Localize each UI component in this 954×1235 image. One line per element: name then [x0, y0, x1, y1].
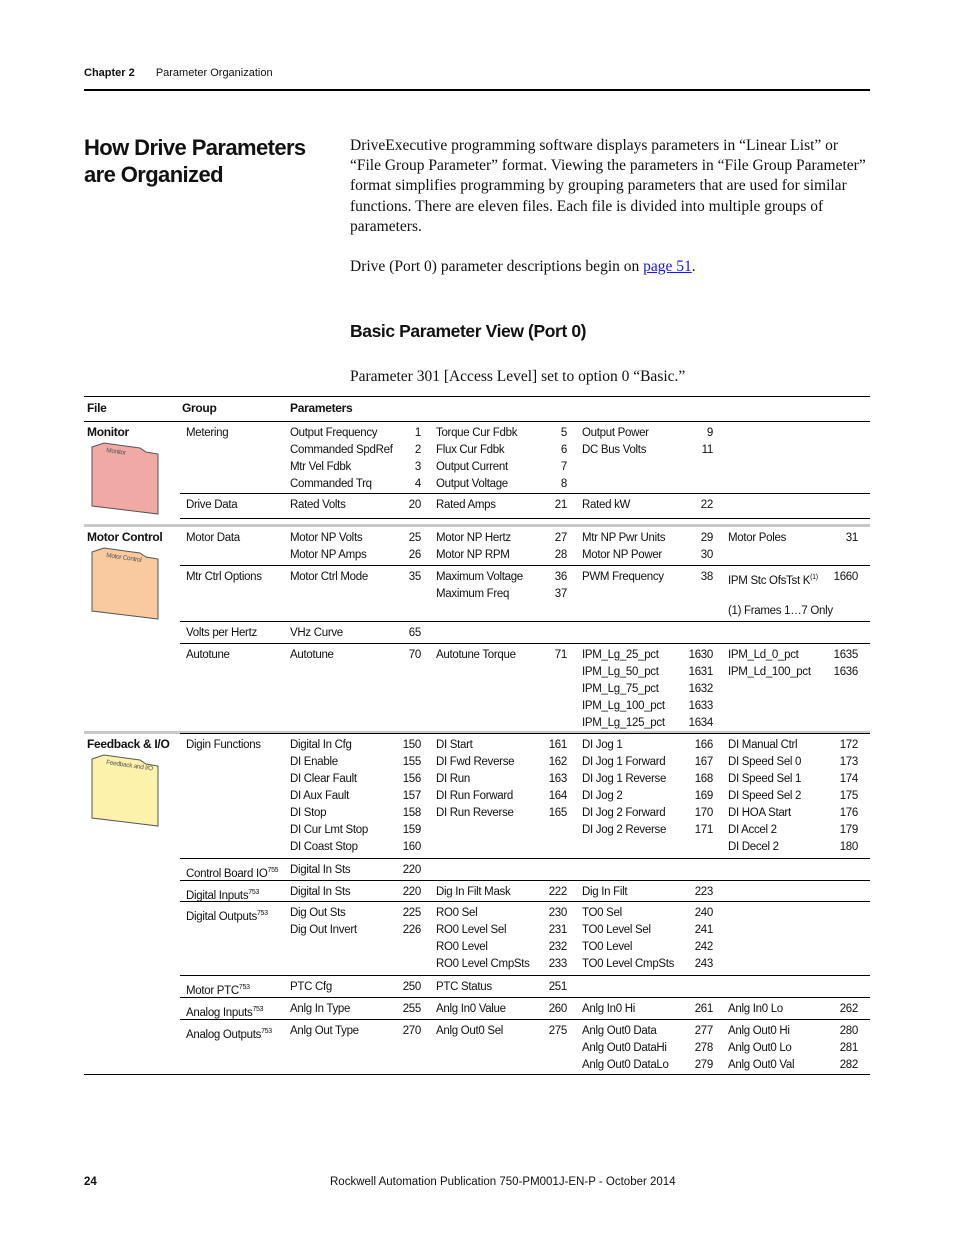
table-row	[180, 901, 870, 976]
parameter-label: IPM_Ld_100_pct	[728, 666, 811, 678]
parameter-label: TO0 Level Sel	[582, 924, 651, 936]
group-label: Control Board IO	[186, 867, 268, 880]
group-label: Digin Functions	[186, 739, 261, 751]
parameter-number: 71	[554, 649, 567, 661]
parameter-number: 21	[554, 499, 567, 511]
parameter-label: DI Jog 2	[582, 790, 623, 802]
parameter-number: 163	[548, 773, 567, 785]
parameter-label: DI Enable	[290, 756, 338, 768]
parameter-label: DC Bus Volts	[582, 444, 647, 456]
parameter-label: IPM Stc OfsTst K	[728, 574, 811, 587]
parameter-number: 26	[408, 549, 421, 561]
parameter-label: TO0 Level CmpSts	[582, 958, 675, 970]
parameter-label: IPM_Ld_0_pct	[728, 649, 799, 661]
parameter-label: DI Speed Sel 0	[728, 756, 802, 768]
header-rule	[84, 89, 870, 91]
parameter-number: 162	[548, 756, 567, 768]
parameter-label: Output Frequency	[290, 427, 378, 439]
table-row	[180, 975, 870, 998]
parameter-number: 282	[839, 1059, 858, 1071]
parameter-label: DI Start	[436, 739, 473, 751]
parameter-number: 226	[402, 924, 421, 936]
parameter-number: 1631	[688, 666, 713, 678]
parameter-label: IPM_Lg_100_pct	[582, 700, 665, 712]
parameter-label: IPM_Lg_125_pct	[582, 717, 665, 729]
page-number: 24	[84, 1176, 97, 1188]
group-superscript: 753	[252, 1006, 264, 1013]
parameter-label: RO0 Level	[436, 941, 488, 953]
parameter-number: 4	[414, 478, 421, 490]
parameter-label: Motor Poles	[728, 532, 787, 544]
parameter-label: Anlg In Type	[290, 1003, 351, 1015]
parameter-label: Autotune Torque	[436, 649, 516, 661]
parameter-label: DI Fwd Reverse	[436, 756, 515, 768]
parameter-label: Autotune	[290, 649, 334, 661]
parameter-label: Output Voltage	[436, 478, 508, 490]
parameter-number: 281	[839, 1042, 858, 1054]
table-row	[180, 526, 870, 566]
parameter-label: Maximum Freq	[436, 588, 510, 600]
file-folder-icon	[90, 442, 160, 516]
parameter-number: 11	[701, 444, 713, 456]
parameter-number: 240	[694, 907, 713, 919]
parameter-label: RO0 Level CmpSts	[436, 958, 530, 970]
table-row	[180, 493, 870, 519]
parameter-label: Anlg Out0 Hi	[728, 1025, 790, 1037]
group-label: Mtr Ctrl Options	[186, 571, 262, 583]
parameter-label: DI Jog 1	[582, 739, 623, 751]
parameter-number: 251	[548, 981, 567, 993]
parameter-label: Output Current	[436, 461, 508, 473]
table-row	[180, 858, 870, 881]
footnote-text: (1) Frames 1…7 Only	[728, 605, 833, 617]
parameter-label: Torque Cur Fdbk	[436, 427, 518, 439]
group-label: Motor Data	[186, 532, 240, 544]
intro-paragraph-2	[350, 257, 872, 277]
section-subtitle: Basic Parameter View (Port 0)	[350, 321, 587, 341]
parameter-number: 241	[694, 924, 713, 936]
publication-info: Rockwell Automation Publication 750-PM001J-EN-P - October 2014	[330, 1176, 676, 1188]
parameter-number: 243	[694, 958, 713, 970]
group-superscript: 753	[256, 910, 268, 917]
parameter-label: DI Jog 1 Reverse	[582, 773, 667, 785]
parameter-number: 270	[402, 1025, 421, 1037]
parameter-number: 65	[408, 627, 421, 639]
parameter-label: DI Aux Fault	[290, 790, 350, 802]
header-file: File	[87, 401, 107, 415]
parameter-number: 225	[402, 907, 421, 919]
parameter-label: IPM_Lg_25_pct	[582, 649, 659, 661]
parameter-label: Motor NP RPM	[436, 549, 510, 561]
parameter-number: 223	[694, 886, 713, 898]
parameter-label: Dig In Filt Mask	[436, 886, 511, 898]
parameter-number: 160	[402, 841, 421, 853]
parameter-label: Anlg Out0 Sel	[436, 1025, 504, 1037]
parameter-number: 262	[839, 1003, 858, 1015]
group-superscript: 753	[238, 984, 250, 991]
group-label: Analog Outputs	[186, 1028, 262, 1041]
parameter-label: Rated kW	[582, 499, 631, 511]
file-name: Monitor	[87, 425, 129, 439]
parameter-number: 2	[414, 444, 421, 456]
intro-paragraph-2-suffix: .	[691, 258, 696, 276]
parameter-label: Anlg Out0 Lo	[728, 1042, 792, 1054]
parameter-number: 156	[402, 773, 421, 785]
parameter-number: 70	[408, 649, 421, 661]
parameter-label: Anlg In0 Value	[436, 1003, 506, 1015]
parameter-number: 1660	[833, 571, 858, 583]
parameter-label: Anlg Out0 Data	[582, 1025, 657, 1037]
parameter-number: 6	[560, 444, 567, 456]
parameter-number: 1	[414, 427, 421, 439]
parameter-number: 157	[402, 790, 421, 802]
parameter-label: TO0 Level	[582, 941, 633, 953]
parameter-label: Mtr NP Pwr Units	[582, 532, 666, 544]
parameter-label: RO0 Sel	[436, 907, 478, 919]
parameter-number: 255	[402, 1003, 421, 1015]
intro-paragraph-2-prefix: Drive (Port 0) parameter descriptions begin on	[350, 258, 644, 276]
parameter-number: 155	[402, 756, 421, 768]
parameter-label: Flux Cur Fdbk	[436, 444, 505, 456]
parameter-number: 22	[700, 499, 713, 511]
parameter-label: Anlg Out0 DataHi	[582, 1042, 667, 1054]
parameter-label: DI Run	[436, 773, 470, 785]
parameter-number: 171	[694, 824, 713, 836]
parameter-number: 277	[694, 1025, 713, 1037]
page-title: How Drive Parameters are Organized	[84, 135, 306, 187]
file-name: Feedback & I/O	[87, 737, 170, 751]
parameter-label: DI Speed Sel 2	[728, 790, 802, 802]
parameter-label: DI Jog 2 Forward	[582, 807, 666, 819]
parameter-label: Anlg In0 Hi	[582, 1003, 635, 1015]
parameter-number: 161	[548, 739, 567, 751]
table-row	[180, 565, 870, 622]
parameter-label: DI Stop	[290, 807, 327, 819]
parameter-label: Motor NP Amps	[290, 549, 367, 561]
parameter-label: Motor NP Volts	[290, 532, 363, 544]
parameter-number: 175	[839, 790, 858, 802]
parameter-label: DI Decel 2	[728, 841, 779, 853]
parameter-label: Mtr Vel Fdbk	[290, 461, 351, 473]
parameter-label: DI Jog 2 Reverse	[582, 824, 667, 836]
table-row	[180, 643, 870, 734]
file-name: Motor Control	[87, 530, 163, 544]
file-folder-icon	[90, 754, 160, 828]
parameter-number: 164	[548, 790, 567, 802]
parameter-label: Digital In Sts	[290, 886, 351, 898]
folder-tab-label: Feedback and I/O	[105, 759, 154, 773]
folder-tab-label: Motor Control	[105, 552, 142, 564]
intro-text	[350, 136, 872, 297]
parameter-label: DI Jog 1 Forward	[582, 756, 666, 768]
parameter-label: Commanded SpdRef	[290, 444, 393, 456]
parameter-number: 31	[845, 532, 858, 544]
parameter-label: Output Power	[582, 427, 649, 439]
parameter-number: 25	[408, 532, 421, 544]
parameter-label: Dig Out Invert	[290, 924, 357, 936]
parameter-number: 167	[694, 756, 713, 768]
parameter-number: 179	[839, 824, 858, 836]
table-row	[180, 421, 870, 494]
file-folder-icon	[90, 547, 160, 621]
header-group: Group	[182, 401, 217, 415]
parameter-number: 38	[700, 571, 713, 583]
parameter-label: Anlg Out0 DataLo	[582, 1059, 669, 1071]
group-superscript: 753	[248, 889, 260, 896]
parameter-label: DI Run Forward	[436, 790, 513, 802]
parameter-number: 35	[408, 571, 421, 583]
page-51-link[interactable]: page 51	[643, 258, 692, 276]
parameter-number: 242	[694, 941, 713, 953]
parameter-number: 176	[839, 807, 858, 819]
footnote-marker: (1)	[810, 574, 818, 581]
group-label: Digital Outputs	[186, 910, 257, 923]
parameter-number: 278	[694, 1042, 713, 1054]
parameter-label: Digital In Sts	[290, 864, 351, 876]
parameter-label: Motor NP Power	[582, 549, 662, 561]
parameter-label: Anlg Out0 Val	[728, 1059, 795, 1071]
group-label: Autotune	[186, 649, 230, 661]
parameter-number: 1635	[833, 649, 858, 661]
parameter-number: 1636	[833, 666, 858, 678]
parameter-label: VHz Curve	[290, 627, 343, 639]
table-row	[180, 997, 870, 1020]
parameter-number: 9	[706, 427, 713, 439]
parameter-number: 30	[700, 549, 713, 561]
parameter-label: Motor NP Hertz	[436, 532, 511, 544]
group-label: Drive Data	[186, 499, 238, 511]
parameter-label: Rated Volts	[290, 499, 346, 511]
parameter-label: PTC Cfg	[290, 981, 332, 993]
parameter-number: 1633	[688, 700, 713, 712]
parameter-label: DI Coast Stop	[290, 841, 358, 853]
parameter-label: DI Manual Ctrl	[728, 739, 798, 751]
section-label: Parameter Organization	[155, 67, 273, 79]
parameter-label: PWM Frequency	[582, 571, 664, 583]
parameter-number: 37	[554, 588, 567, 600]
parameter-number: 279	[694, 1059, 713, 1071]
parameter-label: Rated Amps	[436, 499, 496, 511]
parameter-label: IPM_Lg_50_pct	[582, 666, 659, 678]
parameter-number: 1630	[688, 649, 713, 661]
parameter-number: 28	[554, 549, 567, 561]
group-superscript: 753	[261, 1028, 272, 1035]
parameter-number: 5	[560, 427, 567, 439]
parameter-number: 172	[839, 739, 858, 751]
parameter-label: DI Speed Sel 1	[728, 773, 802, 785]
table-row	[180, 880, 870, 902]
parameter-number: 7	[560, 461, 567, 473]
chapter-label: Chapter 2	[84, 67, 135, 79]
table-row	[180, 733, 870, 859]
parameter-label: Motor Ctrl Mode	[290, 571, 368, 583]
parameter-number: 158	[402, 807, 421, 819]
group-label: Analog Inputs	[186, 1006, 253, 1019]
parameter-label: RO0 Level Sel	[436, 924, 507, 936]
parameter-number: 280	[839, 1025, 858, 1037]
parameter-number: 166	[694, 739, 713, 751]
parameter-number: 1634	[688, 717, 713, 729]
parameter-label: DI HOA Start	[728, 807, 791, 819]
parameter-number: 29	[700, 532, 713, 544]
parameter-number: 261	[694, 1003, 713, 1015]
parameter-number: 220	[402, 886, 421, 898]
parameter-number: 232	[548, 941, 567, 953]
parameter-label: Dig In Filt	[582, 886, 628, 898]
parameter-label: TO0 Sel	[582, 907, 622, 919]
parameter-number: 233	[548, 958, 567, 970]
parameter-number: 173	[839, 756, 858, 768]
table-header	[84, 396, 870, 422]
parameter-number: 36	[554, 571, 567, 583]
access-level-note: Parameter 301 [Access Level] set to option 0 “Basic.”	[350, 368, 686, 385]
parameter-label: Commanded Trq	[290, 478, 372, 490]
parameter-number: 165	[548, 807, 567, 819]
parameter-number: 170	[694, 807, 713, 819]
parameter-label: Digital In Cfg	[290, 739, 352, 751]
parameter-number: 231	[548, 924, 567, 936]
parameter-label: Maximum Voltage	[436, 571, 523, 583]
parameter-number: 260	[548, 1003, 567, 1015]
parameter-number: 3	[414, 461, 421, 473]
parameter-label: Dig Out Sts	[290, 907, 346, 919]
parameter-number: 1632	[688, 683, 713, 695]
parameter-label: DI Clear Fault	[290, 773, 357, 785]
group-label: Volts per Hertz	[186, 627, 257, 639]
parameter-number: 180	[839, 841, 858, 853]
group-label: Motor PTC	[186, 984, 239, 997]
folder-tab-label: Monitor	[105, 447, 127, 457]
header-parameters: Parameters	[290, 401, 353, 415]
parameter-number: 222	[548, 886, 567, 898]
parameter-number: 174	[839, 773, 858, 785]
parameter-number: 250	[402, 981, 421, 993]
parameter-label: PTC Status	[436, 981, 492, 993]
parameter-number: 168	[694, 773, 713, 785]
parameter-number: 8	[560, 478, 567, 490]
parameter-number: 159	[402, 824, 421, 836]
parameter-label: IPM_Lg_75_pct	[582, 683, 659, 695]
parameter-label: DI Cur Lmt Stop	[290, 824, 368, 836]
running-header	[84, 67, 273, 79]
group-label: Metering	[186, 427, 229, 439]
parameter-number: 220	[402, 864, 421, 876]
parameter-number: 150	[402, 739, 421, 751]
parameter-number: 27	[554, 532, 567, 544]
intro-paragraph-1: DriveExecutive programming software displays parameters in “Linear List” or “File Group Parameter” format. Viewing the parameters in “File Group Parameter” format simplifies programming by grouping parameters that are used for similar functions. There are eleven files. Each file is divided into multiple groups of parameters.	[350, 137, 866, 235]
parameter-number: 275	[548, 1025, 567, 1037]
parameter-label: Anlg Out Type	[290, 1025, 359, 1037]
parameter-number: 20	[408, 499, 421, 511]
parameter-label: Anlg In0 Lo	[728, 1003, 783, 1015]
table-row	[180, 621, 870, 644]
parameter-label: DI Run Reverse	[436, 807, 514, 819]
parameter-number: 169	[694, 790, 713, 802]
group-superscript: 755	[267, 867, 279, 874]
group-label: Digital Inputs	[186, 889, 249, 902]
parameter-label: DI Accel 2	[728, 824, 777, 836]
table-row	[84, 1019, 870, 1075]
parameter-number: 230	[548, 907, 567, 919]
